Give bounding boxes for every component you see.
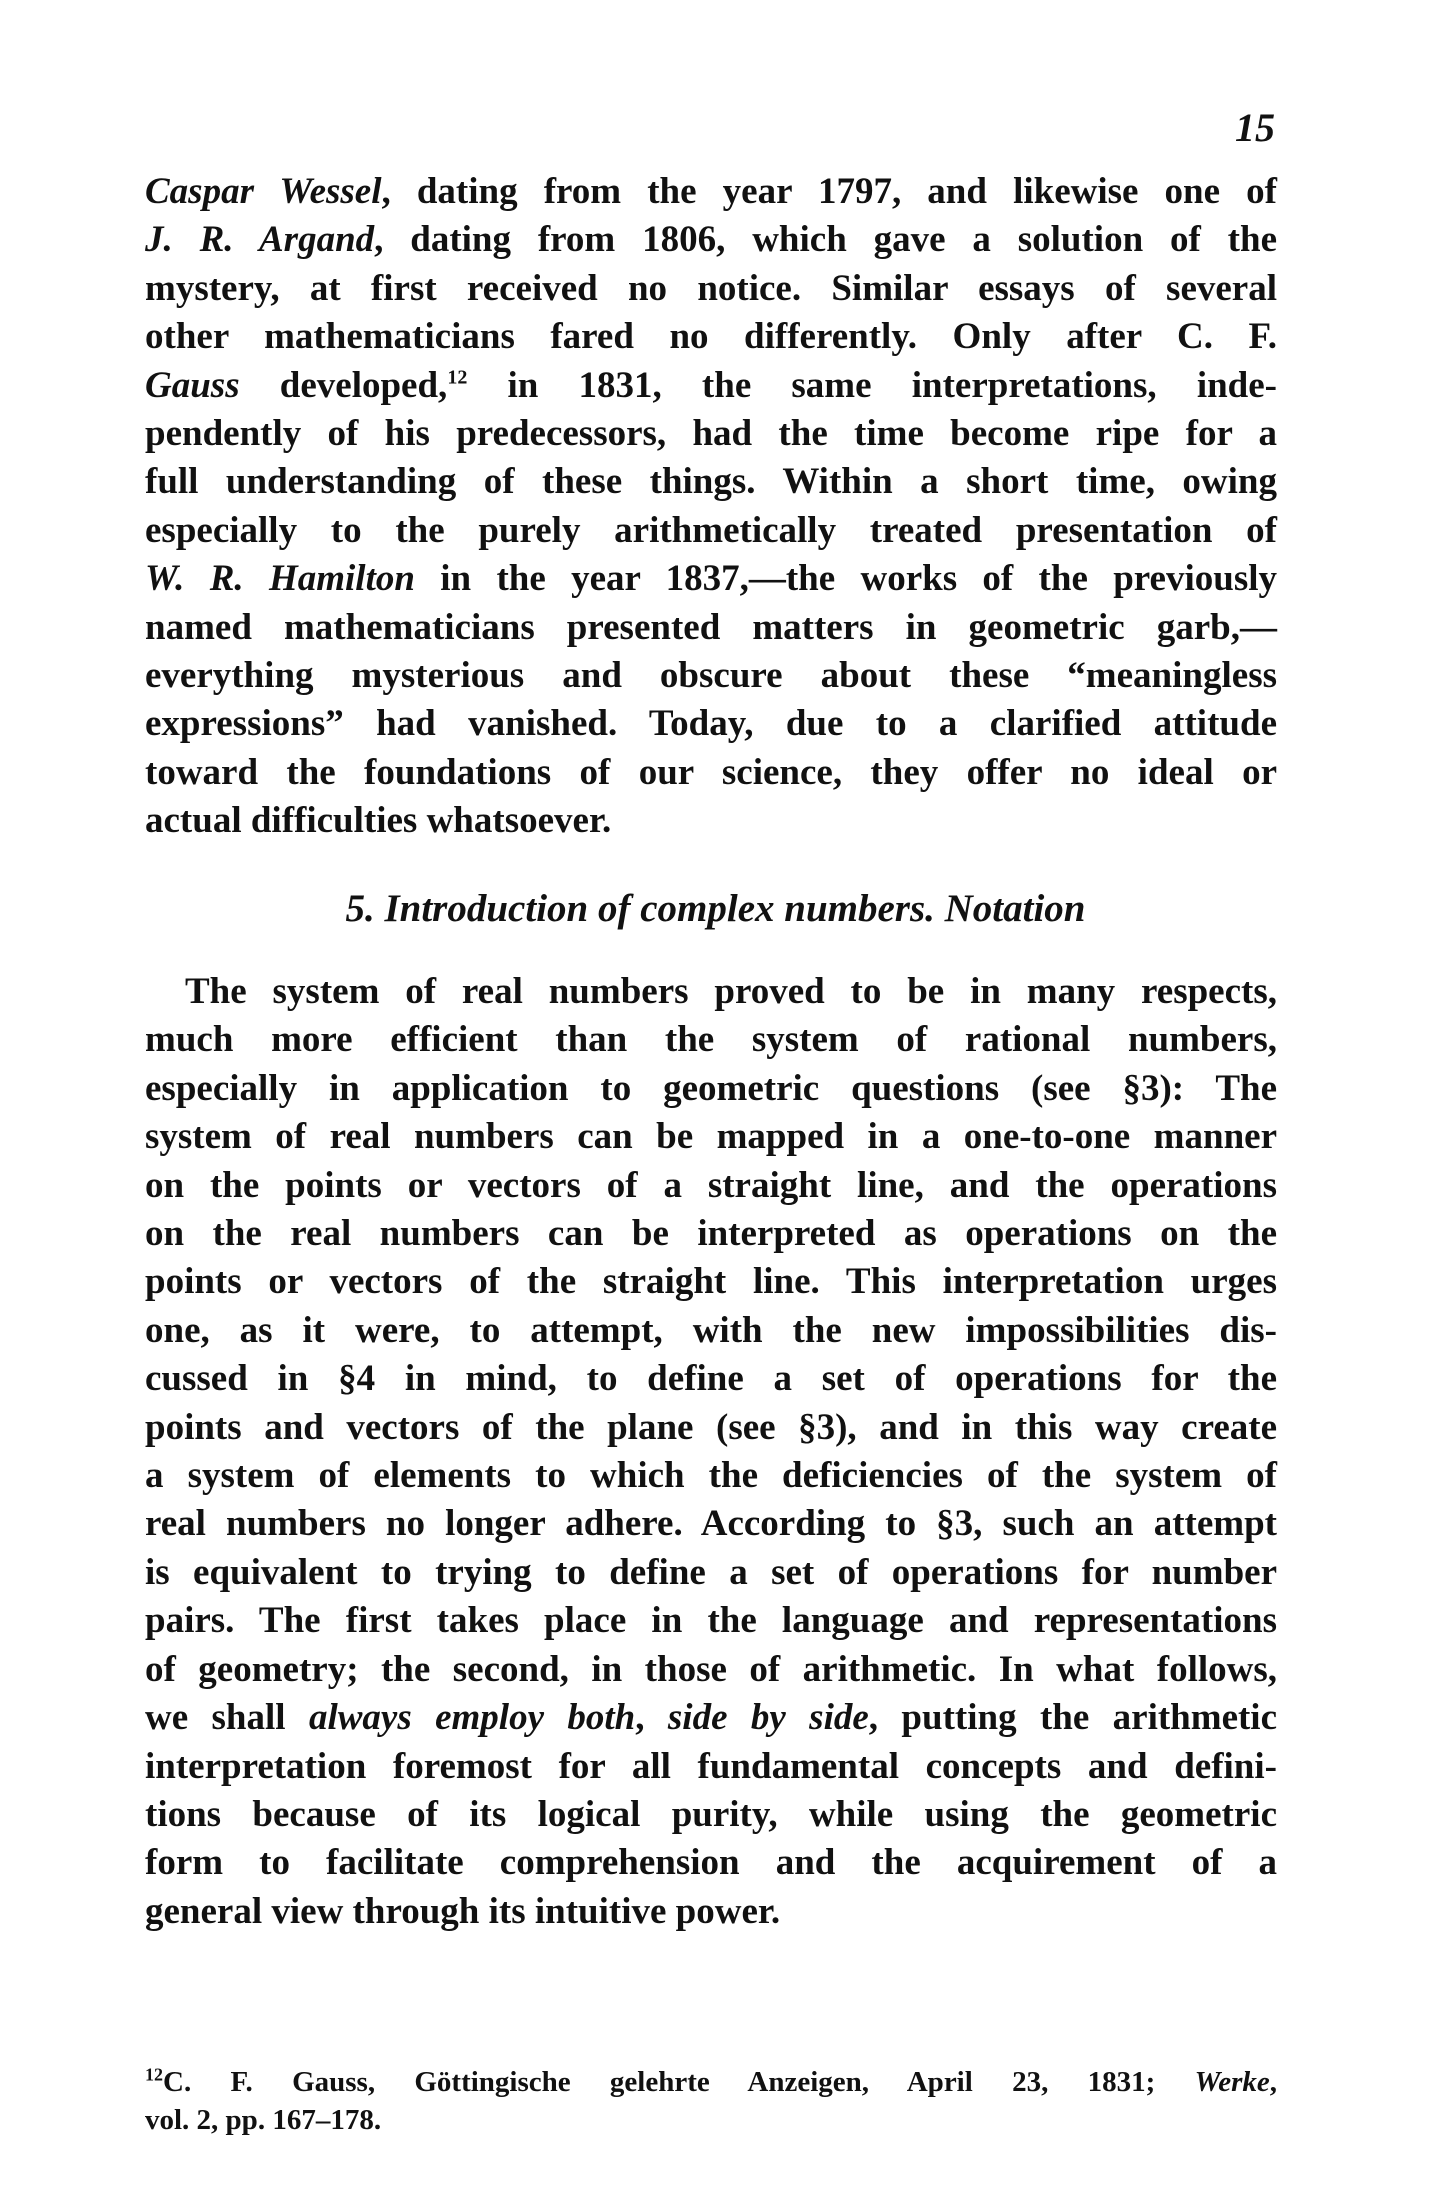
text-line: other mathematicians fared no differently. Only after C. F. — [145, 316, 1277, 358]
page-number: 15 — [1235, 105, 1275, 150]
text-line: especially in application to geometric questions (see §3): The — [145, 1067, 1277, 1109]
text-line: general view through its intuitive power. — [145, 1890, 781, 1932]
footnote-reference: 12 — [447, 366, 468, 389]
paragraph-history — [145, 168, 1277, 846]
name-caspar-wessel: Caspar Wessel — [145, 171, 382, 212]
paragraph-introduction — [145, 968, 1277, 1936]
text-line: pendently of his predecessors, had the time become ripe for a — [145, 413, 1277, 455]
text-line: real numbers no longer adhere. According to §3, such an attempt — [145, 1503, 1277, 1545]
text-line: actual difficulties whatsoever. — [145, 800, 612, 842]
footnote-marker: 12 — [145, 2064, 163, 2085]
footnote-line: vol. 2, pp. 167–178. — [145, 2104, 382, 2136]
emphasis-always-employ-both: always employ both — [308, 1697, 636, 1739]
text-line: W. R. Hamilton in the year 1837,—the works of the previously — [145, 558, 1277, 600]
text-line: we shall always employ both, side by side, putting the arithmetic — [145, 1697, 1278, 1739]
text-line: one, as it were, to attempt, with the new impossibilities dis- — [145, 1309, 1277, 1351]
text-line: on the real numbers can be interpreted as operations on the — [145, 1213, 1277, 1255]
text-line: points and vectors of the plane (see §3), and in this way create — [145, 1406, 1277, 1448]
text-line: J. R. Argand, dating from 1806, which gave a solution of the — [145, 219, 1277, 261]
text-line: full understanding of these things. Within a short time, owing — [145, 461, 1277, 503]
text-line: is equivalent to trying to define a set of operations for number — [145, 1551, 1277, 1593]
emphasis-side-by-side: side by side — [667, 1697, 869, 1739]
text-line: everything mysterious and obscure about these “meaningless — [145, 655, 1277, 697]
text-line: cussed in §4 in mind, to define a set of operations for the — [145, 1358, 1277, 1400]
footnote-line: $^{12}$C. F. Gauss, Göttingische gelehrte Anzeigen, April 23, 1831; Werke, — [145, 2064, 1277, 2098]
text-line: much more efficient than the system of rational numbers, — [145, 1019, 1277, 1061]
text-line: Caspar Wessel, dating from the year 1797, and likewise one of — [145, 171, 1277, 212]
text-line: expressions” had vanished. Today, due to a clarified attitude — [145, 703, 1277, 745]
text-line: a system of elements to which the deficiencies of the system of — [145, 1455, 1277, 1497]
text-line: The system of real numbers proved to be in many respects, — [185, 971, 1277, 1012]
name-gauss: Gauss — [145, 364, 240, 406]
name-argand: J. R. Argand — [145, 219, 375, 261]
text-line: points or vectors of the straight line. This interpretation urges — [145, 1261, 1277, 1303]
text-line: named mathematicians presented matters in geometric garb,— — [145, 606, 1277, 648]
text-line: toward the foundations of our science, they offer no ideal or — [145, 751, 1277, 793]
text-line: especially to the purely arithmetically treated presentation of — [145, 509, 1277, 551]
text-line: tions because of its logical purity, while using the geometric — [145, 1793, 1277, 1835]
text-line: pairs. The first takes place in the language and representations — [145, 1600, 1277, 1642]
text-line: form to facilitate comprehension and the acquirement of a — [145, 1842, 1277, 1884]
text-line: on the points or vectors of a straight line, and the operations — [145, 1164, 1277, 1206]
section-heading: 5. Introduction of complex numbers. Notation — [345, 887, 1086, 930]
text-line: system of real numbers can be mapped in a one-to-one manner — [145, 1116, 1277, 1158]
text-line: interpretation foremost for all fundamental concepts and defini- — [145, 1745, 1277, 1787]
footnote — [145, 2063, 1277, 2139]
text-line: of geometry; the second, in those of arithmetic. In what follows, — [145, 1648, 1277, 1690]
name-hamilton: W. R. Hamilton — [145, 558, 415, 600]
text-line: mystery, at first received no notice. Similar essays of several — [145, 267, 1277, 309]
footnote-werke: Werke — [1194, 2066, 1270, 2098]
text-line: Gauss developed,$^{12}$ in 1831, the same interpretations, inde- — [145, 364, 1277, 406]
